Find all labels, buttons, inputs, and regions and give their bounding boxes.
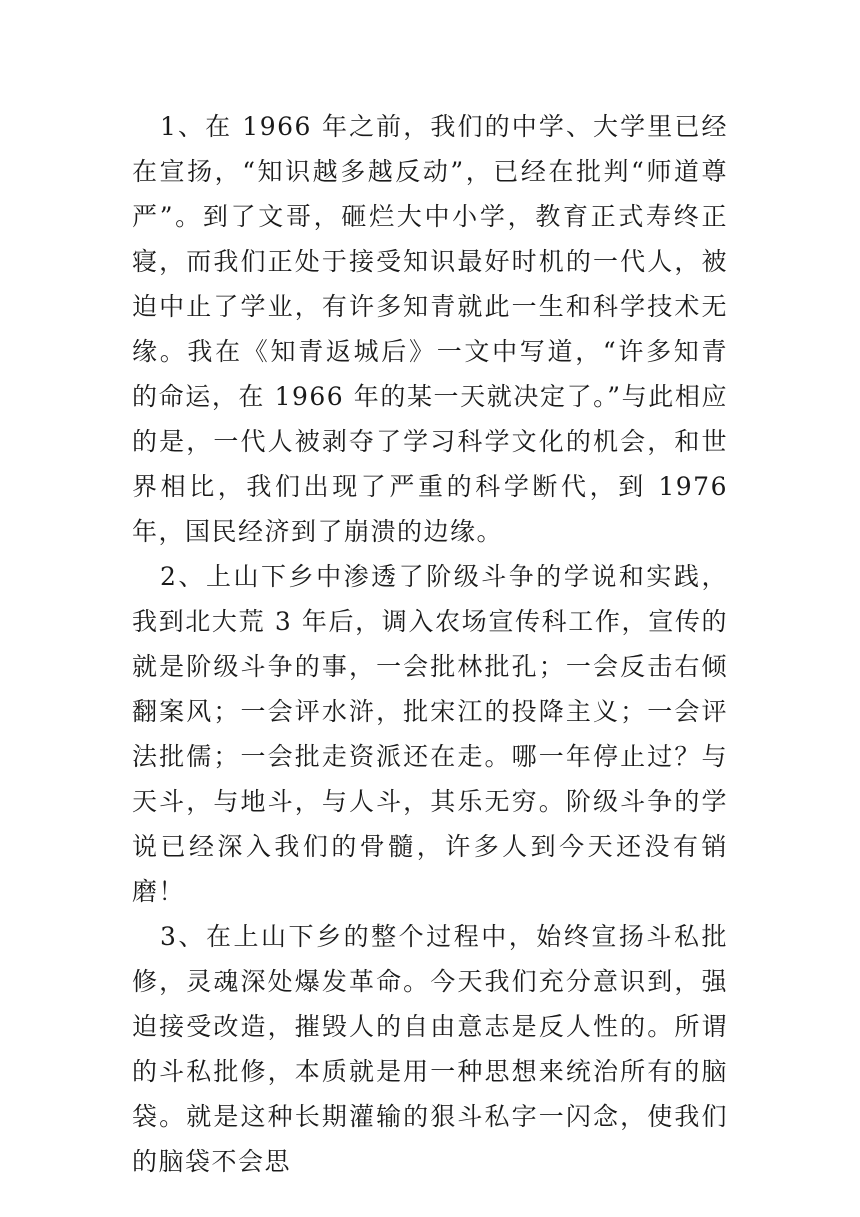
paragraph-3: 3、在上山下乡的整个过程中，始终宣扬斗私批修，灵魂深处爆发革命。今天我们充分意识到，强迫接受改造，摧毁人的自由意志是反人性的。所谓的斗私批修，本质就是用一种思想来统治所有的脑袋。就是这种长期灌输的狠斗私字一闪念，使我们的脑袋不会思 — [132, 922, 728, 1176]
paragraph-1: 1、在 1966 年之前，我们的中学、大学里已经在宣扬，“知识越多越反动”，已经在批判“师道尊严”。到了文哥，砸烂大中小学，教育正式寿终正寝，而我们正处于接受知识最好时机的一代人，被迫中止了学业，有许多知青就此一生和科学技术无缘。我在《知青返城后》一文中写道，“许多知青的命运，在 1966 年的某一天就决定了。”与此相应的是，一代人被剥夺了学习科学文化的机会，和世界相比，我们出现了严重的科学断代，到 1976 年，国民经济到了崩溃的边缘。 — [132, 112, 728, 546]
paragraph-2: 2、上山下乡中渗透了阶级斗争的学说和实践，我到北大荒 3 年后，调入农场宣传科工作，宣传的就是阶级斗争的事，一会批林批孔；一会反击右倾翻案风；一会评水浒，批宋江的投降主义；一会评法批儒；一会批走资派还在走。哪一年停止过？与天斗，与地斗，与人斗，其乐无穷。阶级斗争的学说已经深入我们的骨髓，许多人到今天还没有销磨！ — [132, 562, 728, 906]
document-body — [132, 104, 728, 1184]
